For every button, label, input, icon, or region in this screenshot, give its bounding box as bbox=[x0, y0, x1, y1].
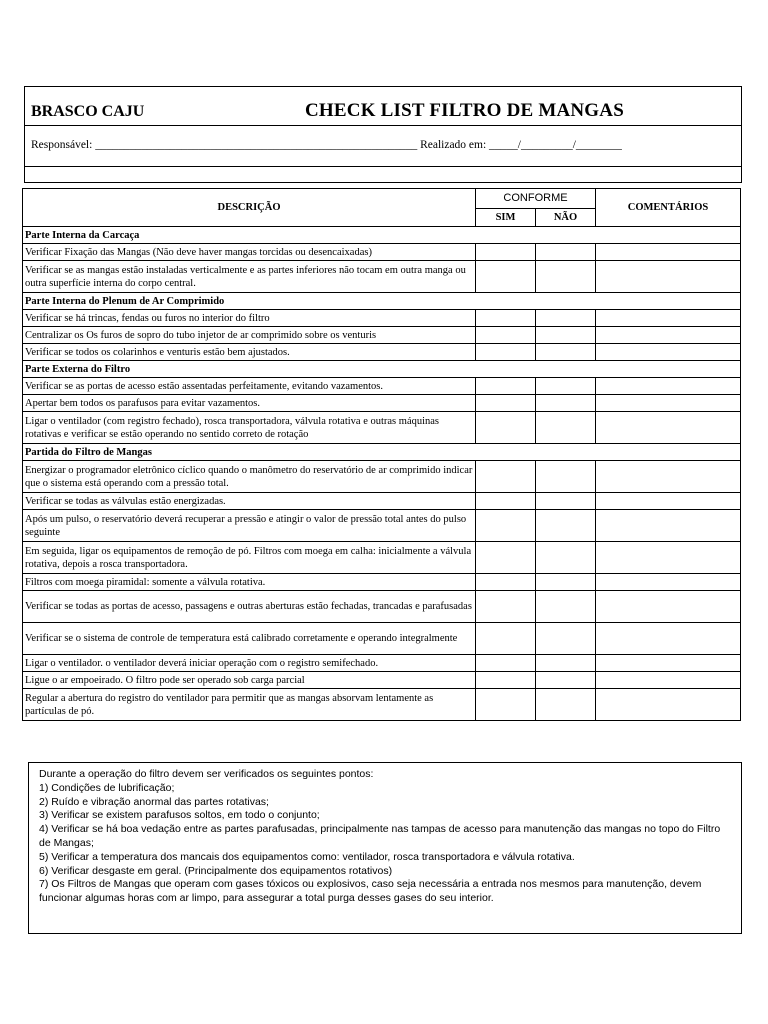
checklist-item-row bbox=[23, 244, 741, 261]
note-item: 3) Verificar se existem parafusos soltos, em todo o conjunto; bbox=[39, 809, 320, 822]
checklist-item-row bbox=[23, 493, 741, 510]
item-description: Centralizar os Os furos de sopro do tubo injetor de ar comprimido sobre os venturis bbox=[23, 327, 476, 344]
checklist-item-row bbox=[23, 591, 741, 623]
sim-cell[interactable] bbox=[476, 395, 536, 412]
checklist-item-row bbox=[23, 344, 741, 361]
item-description: Verificar se há trincas, fendas ou furos no interior do filtro bbox=[23, 310, 476, 327]
checklist-item-row bbox=[23, 378, 741, 395]
note-item: 4) Verificar se há boa vedação entre as partes parafusadas, principalmente nas tampas de acesso para manutenção das mangas no topo do Filtro de Mangas; bbox=[39, 823, 721, 849]
col-header-nao: NÃO bbox=[536, 209, 596, 227]
sim-cell[interactable] bbox=[476, 591, 536, 623]
item-description: Apertar bem todos os parafusos para evitar vazamentos. bbox=[23, 395, 476, 412]
nao-cell[interactable] bbox=[536, 412, 596, 444]
comment-cell[interactable] bbox=[596, 310, 741, 327]
sim-cell[interactable] bbox=[476, 655, 536, 672]
sim-cell[interactable] bbox=[476, 542, 536, 574]
sim-cell[interactable] bbox=[476, 574, 536, 591]
sim-cell[interactable] bbox=[476, 261, 536, 293]
sim-cell[interactable] bbox=[476, 493, 536, 510]
nao-cell[interactable] bbox=[536, 344, 596, 361]
sim-cell[interactable] bbox=[476, 310, 536, 327]
sim-cell[interactable] bbox=[476, 412, 536, 444]
sim-cell[interactable] bbox=[476, 244, 536, 261]
checklist-item-row bbox=[23, 655, 741, 672]
checklist-item-row bbox=[23, 461, 741, 493]
form-header bbox=[24, 86, 742, 183]
checklist-item-row bbox=[23, 395, 741, 412]
section-row bbox=[23, 293, 741, 310]
item-description: Após um pulso, o reservatório deverá recuperar a pressão e atingir o valor de pressão total antes do pulso seguinte bbox=[23, 510, 476, 542]
comment-cell[interactable] bbox=[596, 591, 741, 623]
item-description: Ligar o ventilador (com registro fechado), rosca transportadora, válvula rotativa e outras máquinas rotativas e verificar se estão operando no sentido correto de rotação bbox=[23, 412, 476, 444]
section-title: Partida do Filtro de Mangas bbox=[23, 444, 741, 461]
item-description: Verificar se todas as válvulas estão energizadas. bbox=[23, 493, 476, 510]
note-item: 1) Condições de lubrificação; bbox=[39, 781, 175, 794]
checklist-item-row bbox=[23, 689, 741, 721]
checklist-item-row bbox=[23, 412, 741, 444]
item-description: Energizar o programador eletrônico cíclico quando o manômetro do reservatório de ar comprimido indicar que o sistema está operando com a pressão total. bbox=[23, 461, 476, 493]
checklist-item-row bbox=[23, 672, 741, 689]
item-description: Ligue o ar empoeirado. O filtro pode ser operado sob carga parcial bbox=[23, 672, 476, 689]
item-description: Verificar se as portas de acesso estão assentadas perfeitamente, evitando vazamentos. bbox=[23, 378, 476, 395]
checklist-item-row bbox=[23, 623, 741, 655]
item-description: Verificar se todos os colarinhos e venturis estão bem ajustados. bbox=[23, 344, 476, 361]
item-description: Verificar se o sistema de controle de temperatura está calibrado corretamente e operando integralmente bbox=[23, 623, 476, 655]
checklist-item-row bbox=[23, 542, 741, 574]
nao-cell[interactable] bbox=[536, 395, 596, 412]
nao-cell[interactable] bbox=[536, 689, 596, 721]
nao-cell[interactable] bbox=[536, 510, 596, 542]
comment-cell[interactable] bbox=[596, 412, 741, 444]
comment-cell[interactable] bbox=[596, 623, 741, 655]
section-row bbox=[23, 361, 741, 378]
responsible-line[interactable]: Responsável: ________________________________________________________ Realizado em: _____/_________/________ bbox=[31, 139, 622, 151]
item-description: Verificar Fixação das Mangas (Não deve haver mangas torcidas ou desencaixadas) bbox=[23, 244, 476, 261]
note-item: 2) Ruído e vibração anormal das partes rotativas; bbox=[39, 795, 269, 808]
comment-cell[interactable] bbox=[596, 378, 741, 395]
nao-cell[interactable] bbox=[536, 493, 596, 510]
item-description: Verificar se as mangas estão instaladas verticalmente e as partes inferiores não tocam em outra manga ou outra superfície interna do corpo central. bbox=[23, 261, 476, 293]
comment-cell[interactable] bbox=[596, 244, 741, 261]
checklist-item-row bbox=[23, 261, 741, 293]
nao-cell[interactable] bbox=[536, 461, 596, 493]
nao-cell[interactable] bbox=[536, 623, 596, 655]
checklist-table bbox=[22, 188, 741, 721]
section-title: Parte Externa do Filtro bbox=[23, 361, 741, 378]
checklist-item-row bbox=[23, 327, 741, 344]
item-description: Regular a abertura do registro do ventilador para permitir que as mangas absorvam lentamente as partículas de pó. bbox=[23, 689, 476, 721]
comment-cell[interactable] bbox=[596, 672, 741, 689]
comment-cell[interactable] bbox=[596, 542, 741, 574]
item-description: Filtros com moega piramidal: somente a válvula rotativa. bbox=[23, 574, 476, 591]
sim-cell[interactable] bbox=[476, 672, 536, 689]
sim-cell[interactable] bbox=[476, 623, 536, 655]
item-description: Em seguida, ligar os equipamentos de remoção de pó. Filtros com moega em calha: inicialmente a válvula rotativa, depois a rosca transportadora. bbox=[23, 542, 476, 574]
note-item: 6) Verificar desgaste em geral. (Principalmente dos equipamentos rotativos) bbox=[39, 864, 393, 877]
comment-cell[interactable] bbox=[596, 655, 741, 672]
notes-list bbox=[39, 782, 731, 906]
comment-cell[interactable] bbox=[596, 461, 741, 493]
checklist-item-row bbox=[23, 310, 741, 327]
sim-cell[interactable] bbox=[476, 378, 536, 395]
comment-cell[interactable] bbox=[596, 574, 741, 591]
nao-cell[interactable] bbox=[536, 655, 596, 672]
section-title: Parte Interna da Carcaça bbox=[23, 227, 741, 244]
comment-cell[interactable] bbox=[596, 327, 741, 344]
col-header-comments: COMENTÁRIOS bbox=[596, 189, 741, 227]
sim-cell[interactable] bbox=[476, 461, 536, 493]
document-title: CHECK LIST FILTRO DE MANGAS bbox=[305, 100, 624, 121]
col-header-description: DESCRIÇÃO bbox=[23, 189, 476, 227]
comment-cell[interactable] bbox=[596, 510, 741, 542]
sim-cell[interactable] bbox=[476, 689, 536, 721]
notes-intro: Durante a operação do filtro devem ser verificados os seguintes pontos: bbox=[39, 768, 374, 780]
notes-box bbox=[28, 762, 742, 934]
nao-cell[interactable] bbox=[536, 591, 596, 623]
item-description: Ligar o ventilador. o ventilador deverá iniciar operação com o registro semifechado. bbox=[23, 655, 476, 672]
note-item: 5) Verificar a temperatura dos mancais dos equipamentos como: ventilador, rosca transportadora e válvula rotativa. bbox=[39, 850, 575, 863]
comment-cell[interactable] bbox=[596, 395, 741, 412]
comment-cell[interactable] bbox=[596, 689, 741, 721]
comment-cell[interactable] bbox=[596, 261, 741, 293]
col-header-conforme: CONFORME bbox=[476, 189, 596, 209]
section-title: Parte Interna do Plenum de Ar Comprimido bbox=[23, 293, 741, 310]
nao-cell[interactable] bbox=[536, 574, 596, 591]
checklist-item-row bbox=[23, 510, 741, 542]
item-description: Verificar se todas as portas de acesso, passagens e outras aberturas estão fechadas, trancadas e parafusadas bbox=[23, 591, 476, 623]
note-item: 7) Os Filtros de Mangas que operam com gases tóxicos ou explosivos, caso seja necessária a entrada nos mesmos para manutenção, devem funcionar algumas horas com ar limpo, para assegurar a total purga desses gases do seu interior. bbox=[39, 878, 702, 905]
sim-cell[interactable] bbox=[476, 510, 536, 542]
checklist-rows bbox=[23, 227, 741, 721]
section-row bbox=[23, 444, 741, 461]
nao-cell[interactable] bbox=[536, 542, 596, 574]
checklist-item-row bbox=[23, 574, 741, 591]
nao-cell[interactable] bbox=[536, 378, 596, 395]
col-header-sim: SIM bbox=[476, 209, 536, 227]
sim-cell[interactable] bbox=[476, 344, 536, 361]
nao-cell[interactable] bbox=[536, 672, 596, 689]
comment-cell[interactable] bbox=[596, 344, 741, 361]
comment-cell[interactable] bbox=[596, 493, 741, 510]
company-name: BRASCO CAJU bbox=[31, 103, 145, 120]
section-row bbox=[23, 227, 741, 244]
header-title-row bbox=[25, 87, 741, 126]
sim-cell[interactable] bbox=[476, 327, 536, 344]
nao-cell[interactable] bbox=[536, 244, 596, 261]
header-responsible-row bbox=[25, 125, 741, 167]
nao-cell[interactable] bbox=[536, 327, 596, 344]
nao-cell[interactable] bbox=[536, 261, 596, 293]
nao-cell[interactable] bbox=[536, 310, 596, 327]
